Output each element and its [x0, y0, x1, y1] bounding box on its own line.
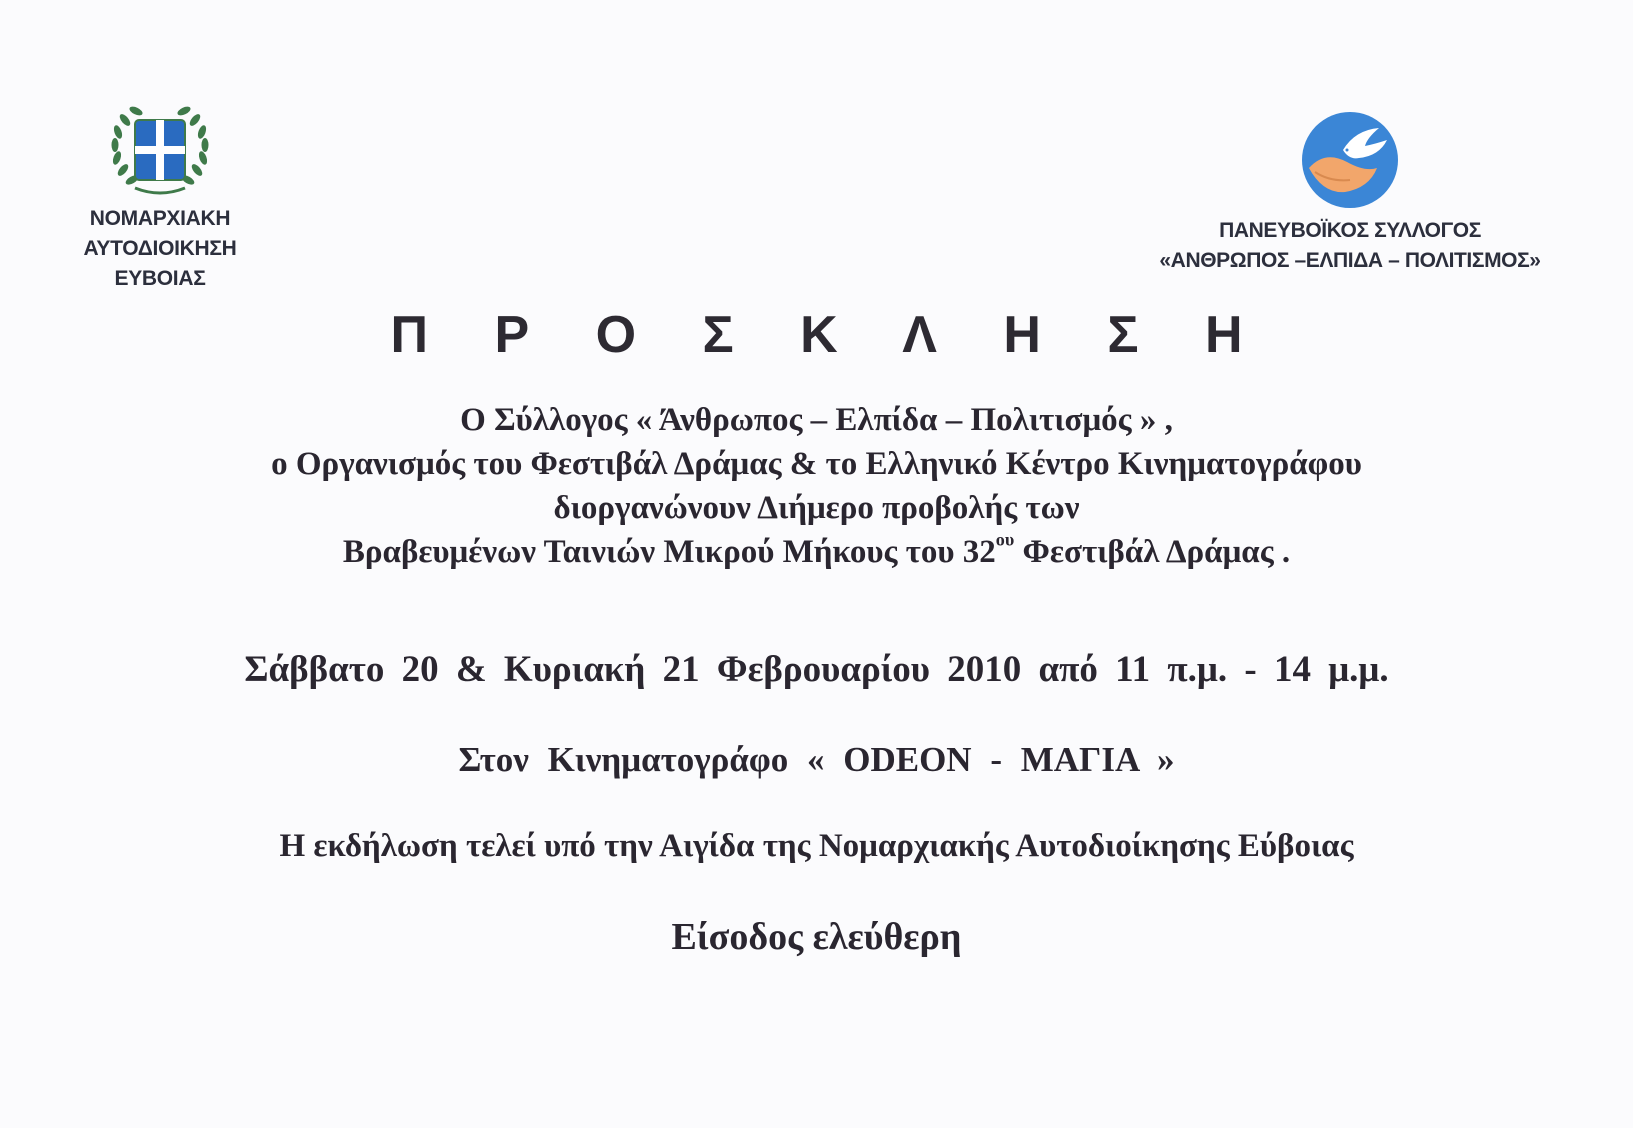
association-name-line-2: «ΑΝΘΡΩΠΟΣ –ΕΛΠΙΔΑ – ΠΟΛΙΤΙΣΜΟΣ»: [1159, 249, 1541, 272]
event-dates: Σάββατο 20 & Κυριακή 21 Φεβρουαρίου 2010 από 11 π.μ. - 14 μ.μ.: [244, 649, 1389, 690]
invitation-line-4-text: Βραβευμένων Ταινιών Μικρού Μήκους του 32: [342, 534, 996, 570]
prefecture-name-line-3: ΕΥΒΟΙΑΣ: [114, 267, 206, 290]
prefecture-header: [60, 100, 260, 294]
invitation-line-3: διοργανώνουν Διήμερο προβολής των: [553, 490, 1080, 526]
dove-hands-logo-icon: [1295, 110, 1405, 210]
greek-coat-of-arms-icon: [105, 100, 215, 200]
invitation-paragraph: [0, 398, 1633, 574]
invitation-line-1: Ο Σύλλογος « Άνθρωπος – Ελπίδα – Πολιτισμός » ,: [460, 402, 1173, 438]
invitation-line-2: ο Οργανισμός του Φεστιβάλ Δράμας & το Ελληνικό Κέντρο Κινηματογράφου: [271, 446, 1362, 482]
prefecture-name-line-2: ΑΥΤΟΔΙΟΙΚΗΣΗ: [83, 237, 237, 260]
ordinal-superscript: ου: [995, 529, 1015, 550]
page-title: Π Ρ Ο Σ Κ Λ Η Σ Η: [390, 306, 1269, 364]
free-entry: Είσοδος ελεύθερη: [671, 916, 962, 958]
event-aegis: Η εκδήλωση τελεί υπό την Αιγίδα της Νομαρχιακής Αυτοδιοίκησης Εύβοιας: [279, 828, 1354, 864]
invitation-line-4-end: Φεστιβάλ Δράμας .: [1014, 534, 1291, 570]
association-name-line-1: ΠΑΝΕΥΒΟΪΚΟΣ ΣΥΛΛΟΓΟΣ: [1219, 219, 1481, 242]
prefecture-name-line-1: ΝΟΜΑΡΧΙΑΚΗ: [89, 207, 231, 230]
association-header: [1110, 110, 1590, 276]
event-venue: Στον Κινηματογράφο « ODEON - ΜΑΓΙΑ »: [458, 740, 1175, 779]
invitation-line-4: [0, 530, 1633, 574]
